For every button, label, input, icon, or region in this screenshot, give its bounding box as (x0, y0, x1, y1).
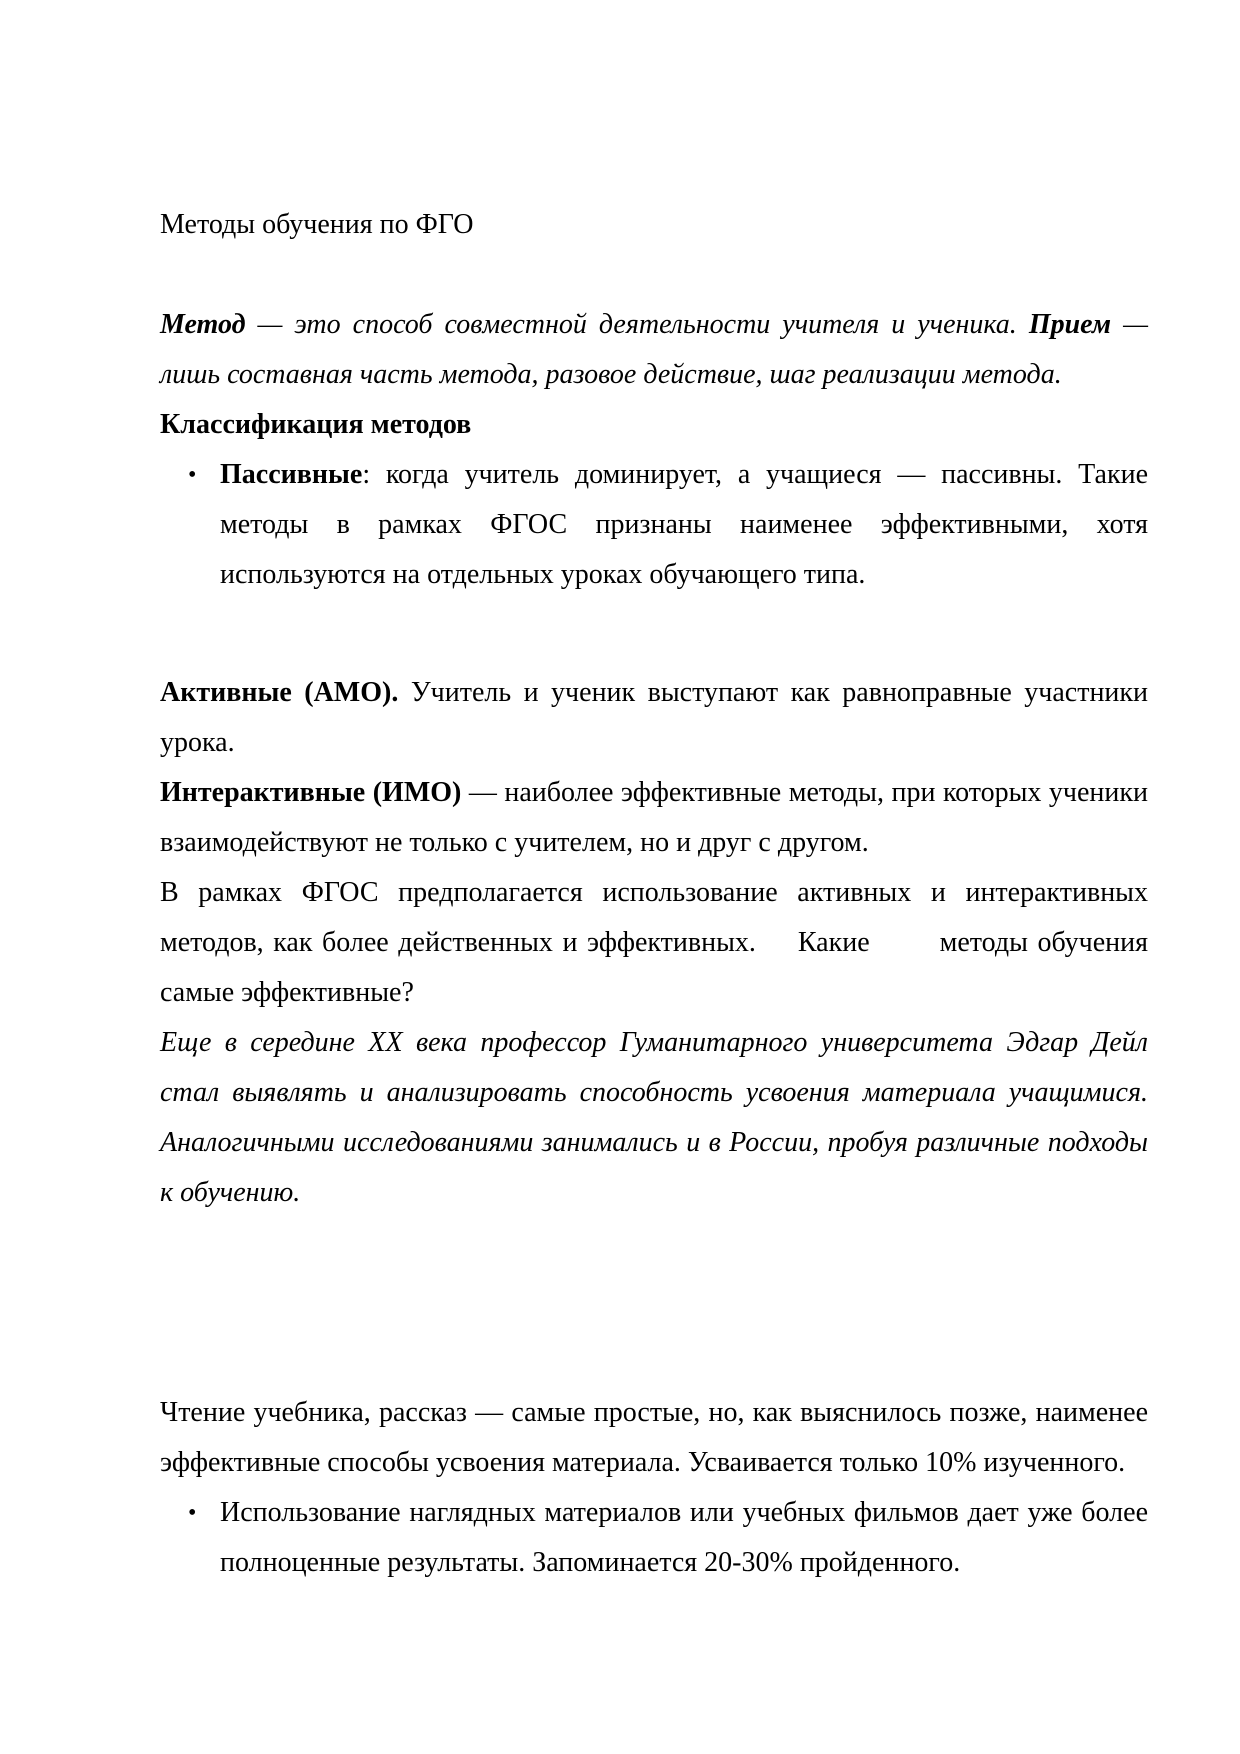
active-methods-text: Учитель и ученик выступают как равноправные участники урока. (160, 677, 1148, 758)
document-title: Методы обучения по ФГО (160, 209, 474, 240)
bullet-passive-lead: Пассивные (220, 459, 363, 490)
classification-heading: Классификация методов (160, 409, 472, 440)
bullet-item-visual-materials (160, 1488, 1148, 1588)
interactive-methods-text: — наиболее эффективные методы, при которых ученики взаимодействуют не только с учителем, но и друг с другом. (160, 777, 1148, 858)
bullet-passive-text: : когда учитель доминирует, а учащиеся — пассивны. Такие методы в рамках ФГОС признаны наименее эффективными, хотя используются на отдельных уроках обучающего типа. (220, 459, 1148, 590)
bullet-passive-paragraph (220, 450, 1148, 600)
bullet-visual-paragraph: Использование наглядных материалов или учебных фильмов дает уже более полноценные результаты. Запоминается 20-30% пройденного. (220, 1497, 1148, 1578)
bullet-icon: • (188, 1500, 197, 1526)
term-priem: Прием (1028, 309, 1112, 340)
active-methods-lead: Активные (АМО). (160, 677, 399, 708)
blank-line (160, 250, 1148, 300)
bullet-item-passive (160, 450, 1148, 600)
bullet-icon: • (188, 462, 197, 488)
definition-text-1: — это способ совместной деятельности учителя и ученика. (245, 309, 1029, 340)
interactive-methods-lead: Интерактивные (ИМО) (160, 777, 462, 808)
definition-paragraph (160, 300, 1148, 400)
interactive-methods-paragraph (160, 768, 1148, 868)
reading-effectiveness-paragraph: Чтение учебника, рассказ — самые простые, но, как выяснилось позже, наименее эффективные способы усвоения материала. Усваивается только 10% изученного. (160, 1397, 1148, 1478)
dale-research-paragraph: Еще в середине XX века профессор Гуманитарного университета Эдгар Дейл стал выявлять и анализировать способность усвоения материала учащимися. Аналогичными исследованиями занимались и в России, пробуя различные подходы к обучению. (160, 1027, 1148, 1208)
fgos-usage-paragraph: В рамках ФГОС предполагается использование активных и интерактивных методов, как более действенных и эффективных. Какие методы обучения самые эффективные? (160, 877, 1148, 1008)
definition-text-2: — лишь составная часть метода, разовое действие, шаг реализации метода. (160, 309, 1148, 390)
term-method: Метод (160, 309, 246, 340)
active-methods-paragraph (160, 668, 1148, 768)
